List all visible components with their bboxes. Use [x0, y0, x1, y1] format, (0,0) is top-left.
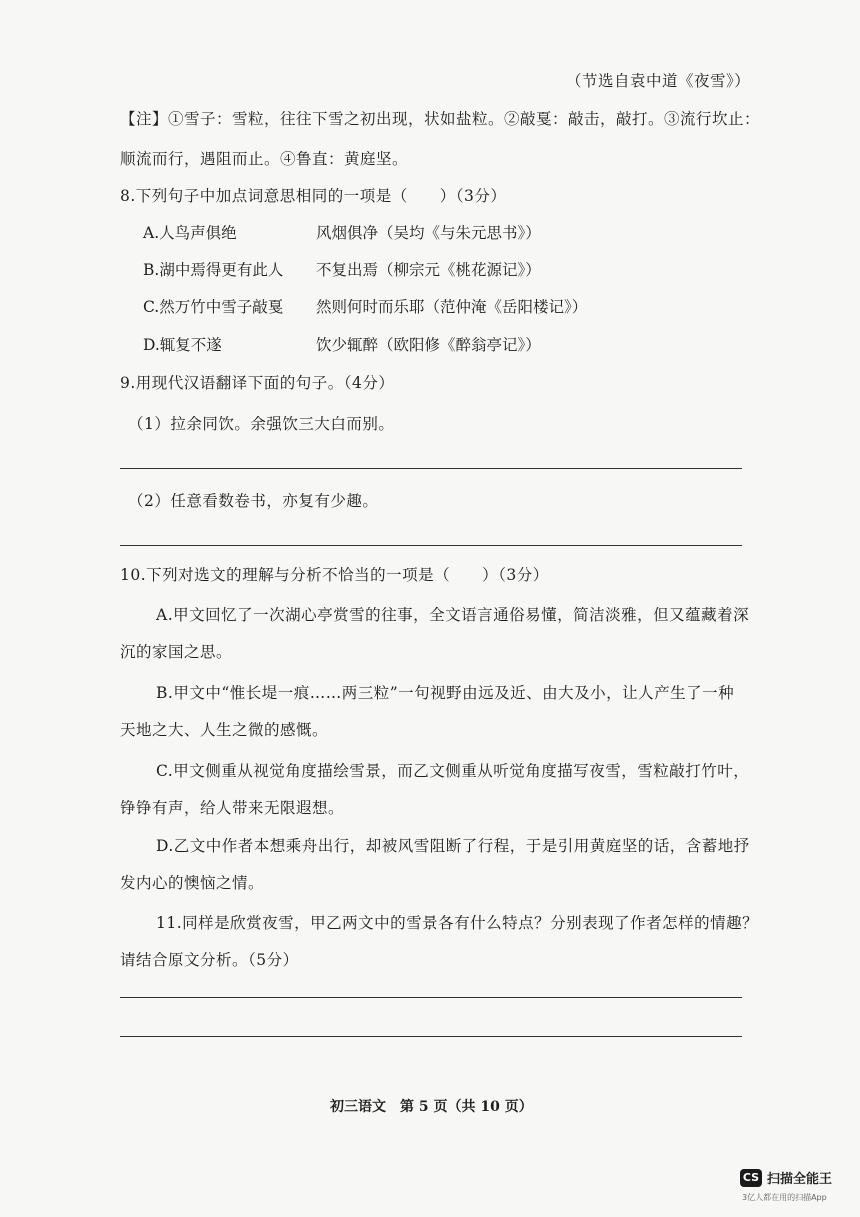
- q10-option-a-line-2: 沉的家国之思。: [120, 643, 233, 661]
- scanner-watermark: [740, 1168, 832, 1187]
- q8-option-c-right: 然则何时而乐耶（范仲淹《岳阳楼记》）: [316, 298, 588, 316]
- note-line-2: 顺流而行，遇阻而止。④鲁直：黄庭坚。: [120, 150, 409, 168]
- watermark-tagline: 3亿人都在用的扫描App: [742, 1193, 827, 1202]
- q8-option-a-right: 风烟俱净（吴均《与朱元思书》）: [316, 224, 541, 242]
- page-footer: 初三语文 第 5 页（共 10 页）: [330, 1099, 533, 1115]
- q8-stem: 8.下列句子中加点词意思相同的一项是（ ）（3分）: [120, 187, 507, 205]
- note-line-1: 【注】①雪子：雪粒，往往下雪之初出现，状如盐粒。②敲戛：敲击，敲打。③流行坎止：: [120, 110, 761, 128]
- answer-line-q11-1: [120, 997, 742, 998]
- q9-sentence-1: （1）拉余同饮。余强饮三大白而别。: [128, 415, 395, 433]
- watermark-brand: 扫描全能王: [767, 1172, 833, 1187]
- q10-option-d-line-2: 发内心的懊恼之情。: [120, 874, 265, 892]
- q8-option-c-left: C.然万竹中雪子敲戛: [143, 298, 284, 316]
- q10-option-d-line-1: D.乙文中作者本想乘舟出行，却被风雪阻断了行程，于是引用黄庭坚的话，含蓄地抒: [156, 837, 750, 855]
- q9-stem: 9.用现代汉语翻译下面的句子。（4分）: [120, 374, 395, 392]
- answer-line-q9-2: [120, 545, 742, 546]
- q10-stem: 10.下列对选文的理解与分析不恰当的一项是（ ）（3分）: [120, 566, 549, 584]
- source-citation: （节选自袁中道《夜雪》）: [566, 72, 751, 90]
- q10-option-c-line-2: 铮铮有声，给人带来无限遐想。: [120, 799, 345, 817]
- q10-option-b-line-2: 天地之大、人生之微的感慨。: [120, 721, 329, 739]
- q11-line-1: 11.同样是欣赏夜雪，甲乙两文中的雪景各有什么特点？分别表现了作者怎样的情趣？: [156, 914, 759, 932]
- q8-option-b-left: B.湖中焉得更有此人: [143, 261, 284, 279]
- q9-sentence-2: （2）任意看数卷书，亦复有少趣。: [128, 492, 379, 510]
- answer-line-q9-1: [120, 468, 742, 469]
- q10-option-a-line-1: A.甲文回忆了一次湖心亭赏雪的往事，全文语言通俗易懂，简洁淡雅，但又蕴藏着深: [156, 606, 750, 624]
- q11-line-2: 请结合原文分析。（5分）: [120, 951, 299, 969]
- q8-option-a-left: A.人鸟声俱绝: [143, 224, 237, 242]
- q8-option-d-left: D.辄复不遂: [143, 336, 222, 354]
- q8-option-b-right: 不复出焉（柳宗元《桃花源记》）: [316, 261, 541, 279]
- q8-option-d-right: 饮少辄醉（欧阳修《醉翁亭记》）: [316, 336, 541, 354]
- q10-option-c-line-1: C.甲文侧重从视觉角度描绘雪景，而乙文侧重从听觉角度描写夜雪，雪粒敲打竹叶，: [156, 762, 750, 780]
- camscanner-logo-icon: CS: [740, 1169, 762, 1187]
- answer-line-q11-2: [120, 1036, 742, 1037]
- q10-option-b-line-1: B.甲文中“惟长堤一痕……两三粒”一句视野由远及近、由大及小，让人产生了一种: [156, 684, 735, 702]
